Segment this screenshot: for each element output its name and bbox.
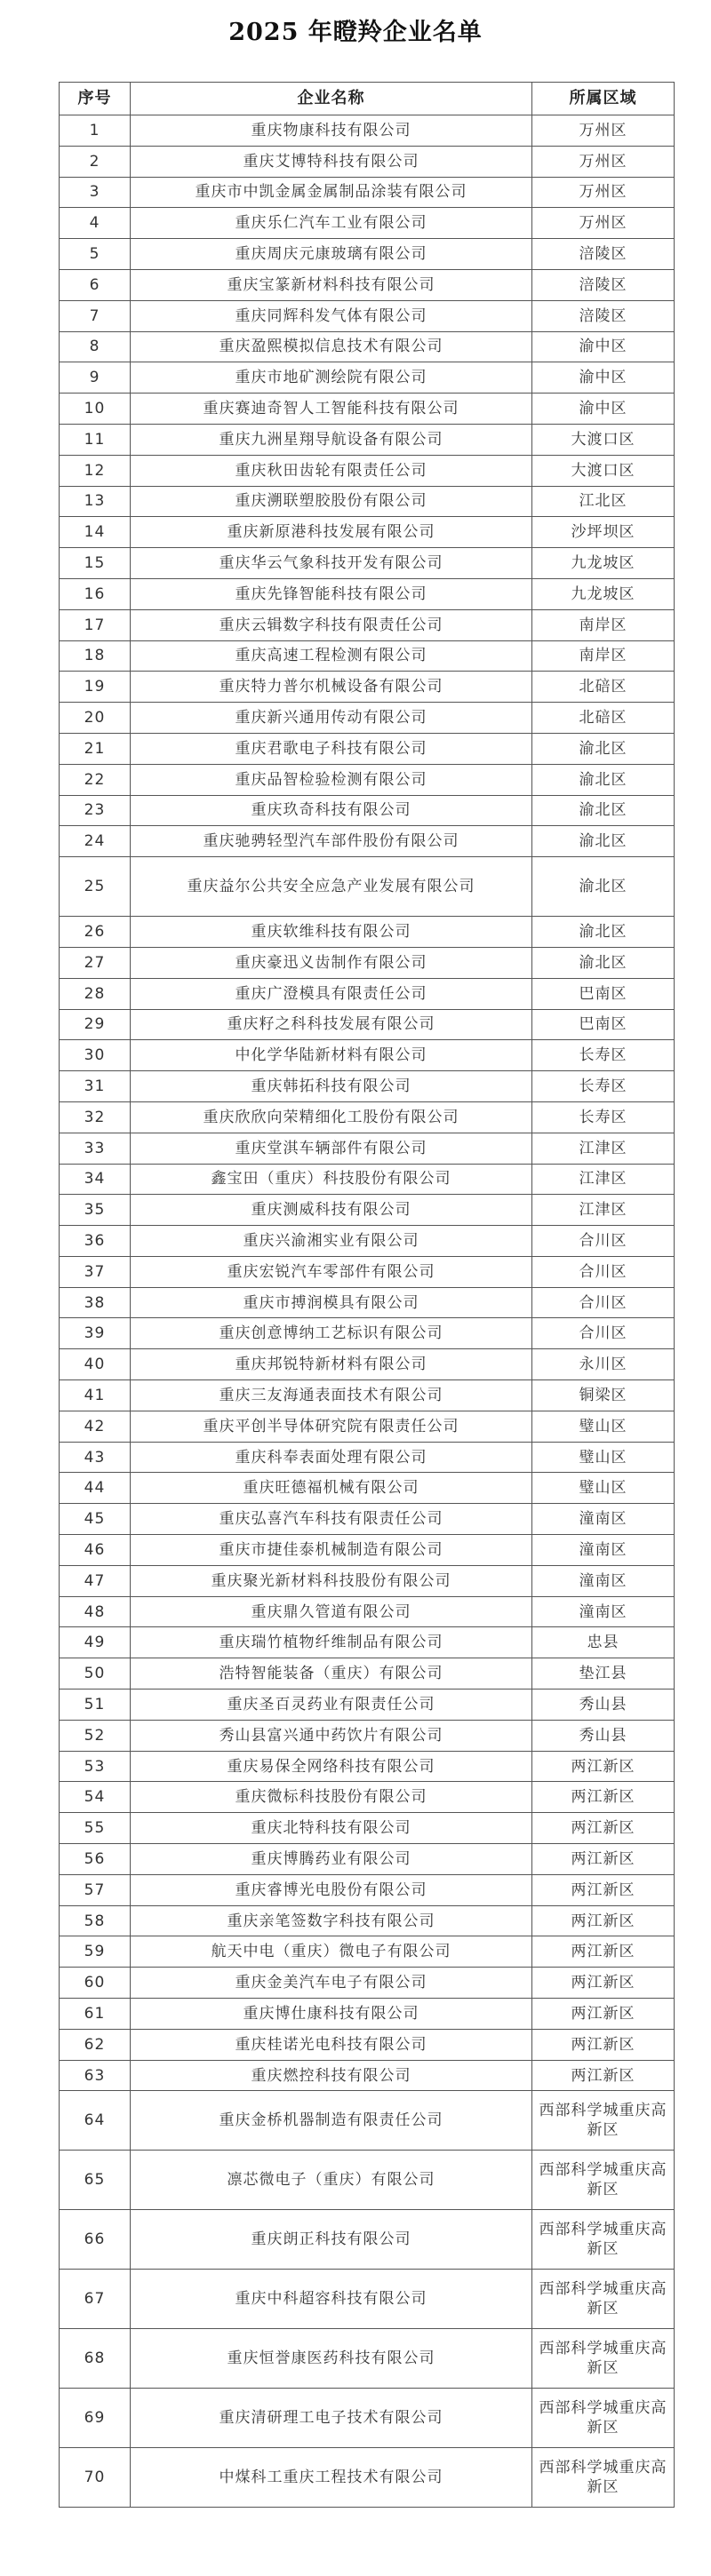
table-row bbox=[60, 2091, 675, 2151]
cell-district: 北碚区 bbox=[532, 672, 675, 703]
cell-district: 璧山区 bbox=[532, 1442, 675, 1473]
cell-company-name: 重庆华云气象科技开发有限公司 bbox=[131, 548, 532, 579]
cell-serial-number: 31 bbox=[60, 1071, 131, 1102]
cell-company-name: 重庆科奉表面处理有限公司 bbox=[131, 1442, 532, 1473]
table-row bbox=[60, 1968, 675, 1999]
cell-serial-number: 16 bbox=[60, 578, 131, 609]
cell-district: 渝中区 bbox=[532, 331, 675, 362]
cell-company-name: 重庆市地矿测绘院有限公司 bbox=[131, 362, 532, 394]
cell-company-name: 重庆亲笔签数字科技有限公司 bbox=[131, 1905, 532, 1936]
cell-district: 长寿区 bbox=[532, 1071, 675, 1102]
table-row bbox=[60, 1905, 675, 1936]
cell-district: 大渡口区 bbox=[532, 455, 675, 486]
cell-company-name: 重庆金桥机器制造有限责任公司 bbox=[131, 2091, 532, 2151]
cell-serial-number: 33 bbox=[60, 1133, 131, 1164]
cell-district: 南岸区 bbox=[532, 609, 675, 640]
cell-company-name: 重庆宏锐汽车零部件有限公司 bbox=[131, 1256, 532, 1287]
cell-district: 两江新区 bbox=[532, 1905, 675, 1936]
table-row bbox=[60, 146, 675, 177]
cell-serial-number: 58 bbox=[60, 1905, 131, 1936]
table-row bbox=[60, 362, 675, 394]
cell-serial-number: 15 bbox=[60, 548, 131, 579]
cell-district: 西部科学城重庆高新区 bbox=[532, 2151, 675, 2210]
cell-district: 合川区 bbox=[532, 1256, 675, 1287]
cell-district: 合川区 bbox=[532, 1318, 675, 1349]
cell-company-name: 重庆软维科技有限公司 bbox=[131, 917, 532, 948]
cell-district: 璧山区 bbox=[532, 1411, 675, 1442]
cell-district: 九龙坡区 bbox=[532, 548, 675, 579]
cell-district: 巴南区 bbox=[532, 1009, 675, 1040]
cell-company-name: 重庆溯联塑胶股份有限公司 bbox=[131, 486, 532, 517]
cell-serial-number: 29 bbox=[60, 1009, 131, 1040]
cell-district: 沙坪坝区 bbox=[532, 517, 675, 548]
cell-company-name: 重庆赛迪奇智人工智能科技有限公司 bbox=[131, 394, 532, 425]
cell-district: 两江新区 bbox=[532, 2060, 675, 2091]
cell-serial-number: 63 bbox=[60, 2060, 131, 2091]
cell-district: 潼南区 bbox=[532, 1535, 675, 1566]
table-row bbox=[60, 1256, 675, 1287]
cell-serial-number: 46 bbox=[60, 1535, 131, 1566]
table-row bbox=[60, 1782, 675, 1813]
cell-company-name: 重庆乐仁汽车工业有限公司 bbox=[131, 208, 532, 239]
cell-company-name: 重庆云辑数字科技有限责任公司 bbox=[131, 609, 532, 640]
table-row bbox=[60, 1473, 675, 1504]
table-row bbox=[60, 2151, 675, 2210]
header-company-name: 企业名称 bbox=[131, 83, 532, 115]
cell-district: 潼南区 bbox=[532, 1596, 675, 1627]
cell-company-name: 中化学华陆新材料有限公司 bbox=[131, 1040, 532, 1071]
table-row bbox=[60, 1442, 675, 1473]
cell-company-name: 中煤科工重庆工程技术有限公司 bbox=[131, 2448, 532, 2508]
table-row bbox=[60, 1874, 675, 1905]
cell-company-name: 浩特智能装备（重庆）有限公司 bbox=[131, 1658, 532, 1690]
cell-district: 南岸区 bbox=[532, 640, 675, 672]
cell-company-name: 重庆新兴通用传动有限公司 bbox=[131, 703, 532, 734]
table-row bbox=[60, 1411, 675, 1442]
cell-company-name: 重庆宝篆新材料科技有限公司 bbox=[131, 269, 532, 300]
table-row bbox=[60, 1627, 675, 1658]
table-row bbox=[60, 1596, 675, 1627]
table-row bbox=[60, 239, 675, 270]
header-serial-number: 序号 bbox=[60, 83, 131, 115]
cell-district: 渝中区 bbox=[532, 362, 675, 394]
cell-district: 两江新区 bbox=[532, 1782, 675, 1813]
cell-district: 渝中区 bbox=[532, 394, 675, 425]
cell-serial-number: 23 bbox=[60, 795, 131, 826]
cell-serial-number: 6 bbox=[60, 269, 131, 300]
cell-company-name: 重庆先锋智能科技有限公司 bbox=[131, 578, 532, 609]
table-row bbox=[60, 1009, 675, 1040]
cell-serial-number: 21 bbox=[60, 733, 131, 764]
table-row bbox=[60, 1504, 675, 1535]
cell-company-name: 重庆三友海通表面技术有限公司 bbox=[131, 1380, 532, 1411]
table-row bbox=[60, 269, 675, 300]
cell-company-name: 重庆朗正科技有限公司 bbox=[131, 2210, 532, 2270]
cell-district: 秀山县 bbox=[532, 1690, 675, 1721]
cell-serial-number: 38 bbox=[60, 1287, 131, 1318]
cell-serial-number: 47 bbox=[60, 1565, 131, 1596]
cell-district: 万州区 bbox=[532, 146, 675, 177]
table-row bbox=[60, 1349, 675, 1380]
cell-serial-number: 51 bbox=[60, 1690, 131, 1721]
cell-company-name: 重庆玖奇科技有限公司 bbox=[131, 795, 532, 826]
cell-company-name: 重庆韩拓科技有限公司 bbox=[131, 1071, 532, 1102]
cell-company-name: 重庆北特科技有限公司 bbox=[131, 1813, 532, 1844]
table-row bbox=[60, 1658, 675, 1690]
cell-district: 两江新区 bbox=[532, 2029, 675, 2060]
cell-serial-number: 30 bbox=[60, 1040, 131, 1071]
cell-company-name: 重庆欣欣向荣精细化工股份有限公司 bbox=[131, 1101, 532, 1133]
cell-district: 大渡口区 bbox=[532, 424, 675, 455]
table-row bbox=[60, 917, 675, 948]
cell-serial-number: 8 bbox=[60, 331, 131, 362]
table-row bbox=[60, 1690, 675, 1721]
table-row bbox=[60, 517, 675, 548]
table-row bbox=[60, 1813, 675, 1844]
cell-district: 忠县 bbox=[532, 1627, 675, 1658]
cell-serial-number: 27 bbox=[60, 947, 131, 978]
cell-company-name: 重庆瑞竹植物纤维制品有限公司 bbox=[131, 1627, 532, 1658]
table-row bbox=[60, 672, 675, 703]
table-row bbox=[60, 455, 675, 486]
table-row bbox=[60, 1999, 675, 2030]
cell-serial-number: 55 bbox=[60, 1813, 131, 1844]
cell-district: 渝北区 bbox=[532, 733, 675, 764]
cell-district: 西部科学城重庆高新区 bbox=[532, 2448, 675, 2508]
table-header-row bbox=[60, 83, 675, 115]
cell-company-name: 重庆盈熙模拟信息技术有限公司 bbox=[131, 331, 532, 362]
cell-company-name: 重庆同辉科发气体有限公司 bbox=[131, 300, 532, 331]
table-row bbox=[60, 424, 675, 455]
cell-company-name: 重庆测威科技有限公司 bbox=[131, 1195, 532, 1226]
table-row bbox=[60, 1287, 675, 1318]
cell-company-name: 重庆平创半导体研究院有限责任公司 bbox=[131, 1411, 532, 1442]
cell-company-name: 重庆睿博光电股份有限公司 bbox=[131, 1874, 532, 1905]
cell-district: 两江新区 bbox=[532, 1813, 675, 1844]
table-row bbox=[60, 578, 675, 609]
table-row bbox=[60, 331, 675, 362]
table-row bbox=[60, 1226, 675, 1257]
page-title: 2025 年瞪羚企业名单 bbox=[228, 19, 483, 46]
table-row bbox=[60, 1751, 675, 1782]
table-row bbox=[60, 1720, 675, 1751]
table-row bbox=[60, 1133, 675, 1164]
cell-company-name: 重庆微标科技股份有限公司 bbox=[131, 1782, 532, 1813]
cell-company-name: 重庆兴渝湘实业有限公司 bbox=[131, 1226, 532, 1257]
cell-company-name: 重庆特力普尔机械设备有限公司 bbox=[131, 672, 532, 703]
cell-district: 万州区 bbox=[532, 208, 675, 239]
cell-company-name: 重庆籽之科科技发展有限公司 bbox=[131, 1009, 532, 1040]
cell-serial-number: 62 bbox=[60, 2029, 131, 2060]
cell-district: 西部科学城重庆高新区 bbox=[532, 2270, 675, 2329]
cell-serial-number: 40 bbox=[60, 1349, 131, 1380]
cell-district: 万州区 bbox=[532, 177, 675, 208]
cell-company-name: 秀山县富兴通中药饮片有限公司 bbox=[131, 1720, 532, 1751]
cell-company-name: 重庆鼎久管道有限公司 bbox=[131, 1596, 532, 1627]
table-row bbox=[60, 1164, 675, 1195]
table-row bbox=[60, 1195, 675, 1226]
cell-district: 北碚区 bbox=[532, 703, 675, 734]
cell-district: 渝北区 bbox=[532, 826, 675, 857]
cell-district: 渝北区 bbox=[532, 764, 675, 795]
cell-district: 长寿区 bbox=[532, 1040, 675, 1071]
table-row bbox=[60, 733, 675, 764]
cell-serial-number: 25 bbox=[60, 857, 131, 917]
cell-serial-number: 28 bbox=[60, 978, 131, 1009]
cell-district: 璧山区 bbox=[532, 1473, 675, 1504]
cell-district: 秀山县 bbox=[532, 1720, 675, 1751]
cell-serial-number: 36 bbox=[60, 1226, 131, 1257]
cell-serial-number: 12 bbox=[60, 455, 131, 486]
cell-district: 两江新区 bbox=[532, 1936, 675, 1968]
cell-company-name: 重庆广澄模具有限责任公司 bbox=[131, 978, 532, 1009]
table-row bbox=[60, 1565, 675, 1596]
cell-serial-number: 68 bbox=[60, 2329, 131, 2389]
cell-serial-number: 35 bbox=[60, 1195, 131, 1226]
table-row bbox=[60, 548, 675, 579]
cell-serial-number: 4 bbox=[60, 208, 131, 239]
cell-company-name: 重庆市中凯金属金属制品涂装有限公司 bbox=[131, 177, 532, 208]
cell-serial-number: 2 bbox=[60, 146, 131, 177]
table-row bbox=[60, 300, 675, 331]
cell-serial-number: 60 bbox=[60, 1968, 131, 1999]
cell-serial-number: 44 bbox=[60, 1473, 131, 1504]
cell-company-name: 重庆旺德福机械有限公司 bbox=[131, 1473, 532, 1504]
cell-company-name: 重庆燃控科技有限公司 bbox=[131, 2060, 532, 2091]
table-row bbox=[60, 703, 675, 734]
cell-company-name: 重庆周庆元康玻璃有限公司 bbox=[131, 239, 532, 270]
table-row bbox=[60, 486, 675, 517]
cell-company-name: 重庆市捷佳泰机械制造有限公司 bbox=[131, 1535, 532, 1566]
cell-district: 西部科学城重庆高新区 bbox=[532, 2091, 675, 2151]
cell-company-name: 重庆堂淇车辆部件有限公司 bbox=[131, 1133, 532, 1164]
cell-serial-number: 48 bbox=[60, 1596, 131, 1627]
cell-district: 涪陵区 bbox=[532, 269, 675, 300]
table-row bbox=[60, 208, 675, 239]
cell-district: 两江新区 bbox=[532, 1844, 675, 1875]
cell-company-name: 重庆邦锐特新材料有限公司 bbox=[131, 1349, 532, 1380]
table-row bbox=[60, 2448, 675, 2508]
cell-serial-number: 69 bbox=[60, 2389, 131, 2448]
cell-company-name: 重庆物康科技有限公司 bbox=[131, 115, 532, 147]
cell-company-name: 重庆益尔公共安全应急产业发展有限公司 bbox=[131, 857, 532, 917]
cell-company-name: 重庆创意博纳工艺标识有限公司 bbox=[131, 1318, 532, 1349]
table-row bbox=[60, 1844, 675, 1875]
cell-serial-number: 57 bbox=[60, 1874, 131, 1905]
table-row bbox=[60, 2389, 675, 2448]
table-row bbox=[60, 2029, 675, 2060]
cell-district: 潼南区 bbox=[532, 1565, 675, 1596]
cell-company-name: 重庆君歌电子科技有限公司 bbox=[131, 733, 532, 764]
table-row bbox=[60, 795, 675, 826]
table-row bbox=[60, 1101, 675, 1133]
cell-district: 巴南区 bbox=[532, 978, 675, 1009]
cell-district: 渝北区 bbox=[532, 947, 675, 978]
cell-company-name: 重庆中科超容科技有限公司 bbox=[131, 2270, 532, 2329]
enterprise-table bbox=[59, 82, 675, 2508]
cell-district: 潼南区 bbox=[532, 1504, 675, 1535]
table-row bbox=[60, 978, 675, 1009]
cell-company-name: 重庆圣百灵药业有限责任公司 bbox=[131, 1690, 532, 1721]
table-row bbox=[60, 764, 675, 795]
table-row bbox=[60, 609, 675, 640]
table-row bbox=[60, 2210, 675, 2270]
cell-district: 合川区 bbox=[532, 1287, 675, 1318]
cell-district: 万州区 bbox=[532, 115, 675, 147]
cell-serial-number: 34 bbox=[60, 1164, 131, 1195]
cell-district: 渝北区 bbox=[532, 857, 675, 917]
header-district: 所属区域 bbox=[532, 83, 675, 115]
cell-serial-number: 32 bbox=[60, 1101, 131, 1133]
cell-serial-number: 66 bbox=[60, 2210, 131, 2270]
cell-district: 西部科学城重庆高新区 bbox=[532, 2210, 675, 2270]
cell-serial-number: 70 bbox=[60, 2448, 131, 2508]
cell-serial-number: 45 bbox=[60, 1504, 131, 1535]
table-row bbox=[60, 2060, 675, 2091]
cell-serial-number: 26 bbox=[60, 917, 131, 948]
cell-company-name: 重庆博仕康科技有限公司 bbox=[131, 1999, 532, 2030]
table-row bbox=[60, 115, 675, 147]
cell-serial-number: 1 bbox=[60, 115, 131, 147]
cell-district: 垫江县 bbox=[532, 1658, 675, 1690]
cell-district: 江北区 bbox=[532, 486, 675, 517]
cell-serial-number: 37 bbox=[60, 1256, 131, 1287]
table-row bbox=[60, 1936, 675, 1968]
cell-district: 两江新区 bbox=[532, 1751, 675, 1782]
table-row bbox=[60, 1318, 675, 1349]
cell-serial-number: 18 bbox=[60, 640, 131, 672]
cell-serial-number: 9 bbox=[60, 362, 131, 394]
cell-company-name: 凛芯微电子（重庆）有限公司 bbox=[131, 2151, 532, 2210]
cell-serial-number: 17 bbox=[60, 609, 131, 640]
cell-district: 涪陵区 bbox=[532, 300, 675, 331]
cell-district: 永川区 bbox=[532, 1349, 675, 1380]
table-row bbox=[60, 2270, 675, 2329]
cell-serial-number: 50 bbox=[60, 1658, 131, 1690]
cell-company-name: 重庆九洲星翔导航设备有限公司 bbox=[131, 424, 532, 455]
table-row bbox=[60, 947, 675, 978]
cell-district: 九龙坡区 bbox=[532, 578, 675, 609]
cell-district: 渝北区 bbox=[532, 917, 675, 948]
cell-serial-number: 41 bbox=[60, 1380, 131, 1411]
cell-district: 合川区 bbox=[532, 1226, 675, 1257]
cell-serial-number: 56 bbox=[60, 1844, 131, 1875]
cell-serial-number: 59 bbox=[60, 1936, 131, 1968]
cell-company-name: 重庆新原港科技发展有限公司 bbox=[131, 517, 532, 548]
table-row bbox=[60, 394, 675, 425]
cell-serial-number: 42 bbox=[60, 1411, 131, 1442]
cell-district: 西部科学城重庆高新区 bbox=[532, 2389, 675, 2448]
cell-company-name: 重庆驰骋轻型汽车部件股份有限公司 bbox=[131, 826, 532, 857]
cell-serial-number: 7 bbox=[60, 300, 131, 331]
cell-district: 两江新区 bbox=[532, 1874, 675, 1905]
cell-company-name: 重庆桂诺光电科技有限公司 bbox=[131, 2029, 532, 2060]
cell-serial-number: 64 bbox=[60, 2091, 131, 2151]
cell-district: 江津区 bbox=[532, 1195, 675, 1226]
cell-serial-number: 11 bbox=[60, 424, 131, 455]
table-row bbox=[60, 857, 675, 917]
cell-serial-number: 22 bbox=[60, 764, 131, 795]
cell-company-name: 重庆豪迅义齿制作有限公司 bbox=[131, 947, 532, 978]
cell-company-name: 重庆博腾药业有限公司 bbox=[131, 1844, 532, 1875]
table-row bbox=[60, 1380, 675, 1411]
cell-serial-number: 67 bbox=[60, 2270, 131, 2329]
table-row bbox=[60, 177, 675, 208]
cell-serial-number: 19 bbox=[60, 672, 131, 703]
table-row bbox=[60, 1040, 675, 1071]
cell-district: 两江新区 bbox=[532, 1999, 675, 2030]
cell-serial-number: 52 bbox=[60, 1720, 131, 1751]
table-row bbox=[60, 2329, 675, 2389]
cell-serial-number: 39 bbox=[60, 1318, 131, 1349]
cell-serial-number: 13 bbox=[60, 486, 131, 517]
table-row bbox=[60, 1535, 675, 1566]
cell-serial-number: 53 bbox=[60, 1751, 131, 1782]
cell-serial-number: 10 bbox=[60, 394, 131, 425]
cell-company-name: 鑫宝田（重庆）科技股份有限公司 bbox=[131, 1164, 532, 1195]
cell-district: 渝北区 bbox=[532, 795, 675, 826]
table-row bbox=[60, 640, 675, 672]
cell-company-name: 重庆聚光新材料科技股份有限公司 bbox=[131, 1565, 532, 1596]
cell-company-name: 重庆高速工程检测有限公司 bbox=[131, 640, 532, 672]
cell-serial-number: 43 bbox=[60, 1442, 131, 1473]
cell-company-name: 重庆秋田齿轮有限责任公司 bbox=[131, 455, 532, 486]
cell-serial-number: 54 bbox=[60, 1782, 131, 1813]
cell-serial-number: 3 bbox=[60, 177, 131, 208]
cell-district: 江津区 bbox=[532, 1164, 675, 1195]
cell-serial-number: 20 bbox=[60, 703, 131, 734]
cell-district: 涪陵区 bbox=[532, 239, 675, 270]
cell-district: 铜梁区 bbox=[532, 1380, 675, 1411]
cell-serial-number: 24 bbox=[60, 826, 131, 857]
cell-serial-number: 49 bbox=[60, 1627, 131, 1658]
cell-serial-number: 14 bbox=[60, 517, 131, 548]
cell-company-name: 重庆金美汽车电子有限公司 bbox=[131, 1968, 532, 1999]
cell-company-name: 重庆弘喜汽车科技有限责任公司 bbox=[131, 1504, 532, 1535]
cell-district: 长寿区 bbox=[532, 1101, 675, 1133]
cell-serial-number: 5 bbox=[60, 239, 131, 270]
cell-district: 江津区 bbox=[532, 1133, 675, 1164]
cell-serial-number: 61 bbox=[60, 1999, 131, 2030]
table-row bbox=[60, 826, 675, 857]
cell-company-name: 重庆恒誉康医药科技有限公司 bbox=[131, 2329, 532, 2389]
cell-company-name: 航天中电（重庆）微电子有限公司 bbox=[131, 1936, 532, 1968]
cell-company-name: 重庆易保全网络科技有限公司 bbox=[131, 1751, 532, 1782]
table-body bbox=[60, 115, 675, 2508]
cell-company-name: 重庆清研理工电子技术有限公司 bbox=[131, 2389, 532, 2448]
cell-district: 西部科学城重庆高新区 bbox=[532, 2329, 675, 2389]
cell-district: 两江新区 bbox=[532, 1968, 675, 1999]
table-row bbox=[60, 1071, 675, 1102]
cell-company-name: 重庆艾博特科技有限公司 bbox=[131, 146, 532, 177]
cell-serial-number: 65 bbox=[60, 2151, 131, 2210]
cell-company-name: 重庆市搏润模具有限公司 bbox=[131, 1287, 532, 1318]
cell-company-name: 重庆品智检验检测有限公司 bbox=[131, 764, 532, 795]
